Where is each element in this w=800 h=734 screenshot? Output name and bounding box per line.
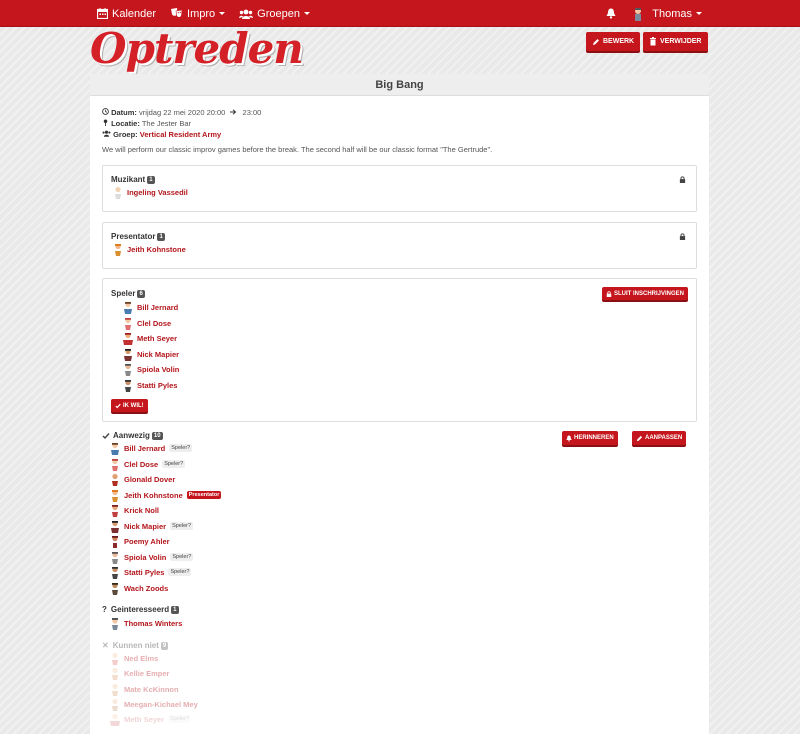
avatar [110,652,120,665]
avatar [123,317,133,330]
remind-label: HERINNEREN [574,435,614,441]
avatar [110,667,120,680]
person-name: Jeith Kohnstone [124,490,183,500]
avatar [110,582,120,595]
person-name: Glonald Dover [124,474,176,484]
top-navbar [0,0,800,27]
notifications-button[interactable] [606,8,616,19]
calendar-icon [97,8,108,19]
check-icon [115,403,121,409]
trash-icon [649,37,657,46]
adjust-label: AANPASSEN [645,435,683,441]
map-pin-icon [102,119,109,126]
person-link[interactable] [110,581,168,595]
nav-groups-label: Groepen [257,7,300,20]
avatar [110,566,120,579]
close-icon: ✕ [102,641,109,650]
person-link[interactable] [123,378,177,392]
want-to-play-label: IK WIL! [123,402,144,409]
users-icon [102,130,111,137]
person-name: Spiola Volin [137,364,180,374]
avatar [110,535,120,548]
unavailable-count: 9 [162,642,167,649]
person-link[interactable] [123,300,178,314]
person-name: Bill Jernard [124,443,166,453]
person-link[interactable] [110,441,192,455]
person-link[interactable] [110,457,185,471]
avatar [123,379,133,392]
role-box-musician [102,165,697,212]
avatar [123,363,133,376]
avatar [110,520,120,533]
role-tag: Speler? [164,461,184,467]
avatar [123,332,133,345]
remind-button[interactable] [562,431,618,445]
unavailable-title [102,641,168,650]
person-name: Mate KcKinnon [124,684,179,694]
person-link[interactable] [123,331,177,345]
person-name: Statti Pyles [124,567,165,577]
nav-groups[interactable] [239,8,310,20]
end-time: 23:00 [242,108,262,117]
avatar [110,504,120,517]
group-label: Groep: [113,130,138,139]
close-registrations-label: SLUIT INSCHRIJVINGEN [613,290,684,297]
chevron-down-icon [219,12,225,15]
person-name: Ned Elms [124,653,159,663]
person-link[interactable] [110,488,221,502]
person-link[interactable] [110,712,191,726]
person-link[interactable] [113,242,186,256]
lock-icon [606,291,612,297]
person-link[interactable] [123,316,171,330]
person-name: Clel Dose [124,459,159,469]
location-label: Locatie: [111,119,140,128]
avatar [110,551,120,564]
edit-button[interactable] [586,32,640,51]
question-icon: ? [102,605,107,614]
edit-button-label: BEWERK [603,38,635,45]
nav-calendar-label: Kalender [112,7,157,20]
avatar [110,683,120,696]
role-box-presenter [102,222,697,269]
person-link[interactable] [110,682,179,696]
role-box-player [102,278,697,422]
person-link[interactable] [110,697,198,711]
delete-button-label: VERWIJDER [660,38,702,45]
event-group-row [102,129,261,140]
role-player-count: 6 [139,290,143,297]
avatar [110,698,120,711]
clock-icon [102,108,109,115]
person-link[interactable] [110,616,182,630]
chevron-down-icon [696,12,702,15]
person-link[interactable] [110,519,193,533]
person-name: Meth Seyer [124,714,165,724]
users-icon [239,9,253,19]
person-link[interactable] [110,666,169,680]
role-tag: Presentator [188,492,220,498]
avatar [110,473,120,486]
location-value: The Jester Bar [141,119,191,128]
avatar [123,301,133,314]
person-link[interactable] [110,472,175,486]
person-link[interactable] [110,550,193,564]
person-name: Bill Jernard [137,302,179,312]
date-label: Datum: [111,108,137,117]
event-title: Big Bang [90,74,709,96]
event-panel [90,74,709,734]
role-presenter-label: Presentator [111,232,156,241]
arrow-right-icon [230,109,237,115]
person-link[interactable] [113,185,188,199]
person-link[interactable] [110,503,159,517]
role-tag: Speler? [171,445,191,451]
adjust-button[interactable] [632,431,686,445]
page-logo: Optreden [90,24,303,73]
person-link[interactable] [110,651,158,665]
person-name: Ingeling Vassedil [127,187,188,197]
person-name: Krick Noll [124,505,160,515]
avatar [632,7,644,21]
date-value: vrijdag 22 mei 2020 20:00 [139,108,226,117]
user-menu[interactable] [632,7,702,21]
person-name: Nick Mapier [124,521,167,531]
role-tag: Speler? [172,554,192,560]
person-name: Wach Zoods [124,583,169,593]
unavailable-label: Kunnen niet [112,641,159,650]
interested-label: Geinteresseerd [110,605,170,614]
person-link[interactable] [123,347,179,361]
pencil-icon [592,38,600,46]
role-tag: Speler? [172,523,192,529]
person-name: Meegan-Kichael Mey [124,699,198,709]
chevron-down-icon [304,12,310,15]
nav-impro-label: Impro [187,7,216,20]
bell-icon [606,8,616,19]
check-icon [102,432,110,440]
person-name: Spiola Volin [124,552,167,562]
avatar [113,243,123,256]
person-name: Thomas Winters [124,618,183,628]
avatar [123,348,133,361]
person-name: Meth Seyer [137,333,178,343]
present-title [102,431,163,440]
role-player-label: Speler [111,289,136,298]
avatar [110,442,120,455]
person-link[interactable] [110,534,170,548]
event-date-row [102,107,261,118]
nav-calendar[interactable] [97,8,156,20]
event-description: We will perform our classic improv games before the break. The second half will be our classic format "The Gertrude". [102,145,493,154]
present-count: 10 [153,432,161,439]
person-link[interactable] [110,565,191,579]
person-name: Poemy Ahler [124,536,170,546]
interested-count: 1 [173,606,177,613]
role-tag: Speler? [170,716,189,722]
lock-icon [679,176,686,183]
delete-button[interactable] [643,32,708,51]
person-name: Jeith Kohnstone [127,244,186,254]
theater-masks-icon [170,8,183,19]
group-link[interactable]: Vertical Resident Army [139,130,222,139]
close-registrations-button[interactable] [602,287,688,300]
person-name: Statti Pyles [137,380,178,390]
avatar [110,489,120,502]
role-title-presenter [111,232,165,241]
interested-title [102,605,179,614]
lock-icon [679,233,686,240]
avatar [113,186,123,199]
avatar [110,713,120,726]
role-title-musician [111,175,155,184]
want-to-play-button[interactable] [111,399,148,412]
role-presenter-count: 1 [159,233,163,240]
role-musician-label: Muzikant [111,175,146,184]
user-name: Thomas [652,7,692,20]
role-musician-count: 1 [149,176,153,183]
person-link[interactable] [123,362,179,376]
person-name: Kellie Emper [124,668,170,678]
pencil-icon [636,435,643,442]
avatar [110,458,120,471]
role-tag: Speler? [170,569,190,575]
event-location-row [102,118,261,129]
event-info [102,107,261,140]
present-label: Aanwezig [113,431,150,440]
role-title-player [111,289,145,298]
person-name: Clel Dose [137,318,172,328]
person-name: Nick Mapier [137,349,180,359]
avatar [110,617,120,630]
bell-icon [566,435,572,442]
nav-impro[interactable] [170,8,225,20]
